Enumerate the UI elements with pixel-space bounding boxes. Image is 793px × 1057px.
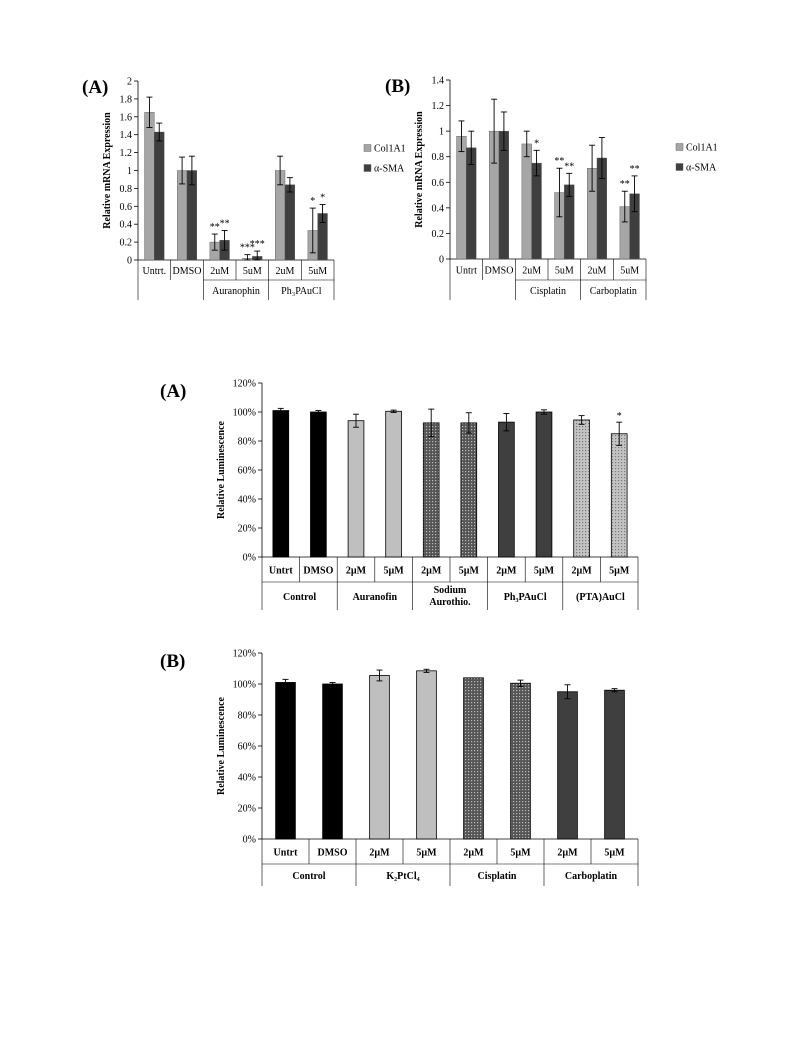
chart-b-luminescence-bar [464, 678, 484, 839]
chart-a-luminescence-bar [423, 423, 439, 557]
chart-a-mrna-group-label: Ph₃PAuCl [281, 286, 322, 297]
chart-a-luminescence-bar [499, 422, 515, 557]
chart-a-mrna-significance-marker: *** [249, 239, 265, 251]
chart-b-mrna-bar-col1a1 [522, 144, 532, 259]
chart-a-mrna-category-label: 2uM [210, 266, 230, 277]
chart-a-mrna-legend-swatch [364, 145, 371, 152]
chart-a-mrna-category-label: 2uM [275, 266, 295, 277]
chart-b-mrna-group-label: Carboplatin [589, 286, 637, 297]
chart-a-luminescence-bar [386, 411, 402, 557]
chart-b-mrna-legend-label: Col1A1 [686, 142, 718, 154]
chart-b-mrna-y-tick-label: 0 [439, 254, 444, 266]
chart-a-luminescence-category-label: DMSO [303, 565, 334, 577]
chart-b-mrna-category-label: DMSO [484, 265, 514, 277]
chart-a-luminescence-group-label: Control [283, 592, 317, 603]
chart-a-luminescence-category-label: Untrt [268, 565, 293, 577]
chart-a-luminescence-group-label: (PTA)AuCl [576, 592, 625, 603]
chart-b-mrna-category-label: 5uM [554, 265, 574, 277]
chart-a-luminescence-category-label: 2µM [345, 565, 367, 577]
chart-b-mrna-category-label: 2uM [522, 265, 542, 277]
chart-a-mrna-y-tick-label: 0.2 [119, 237, 132, 249]
chart-b-luminescence-bar [323, 684, 343, 839]
chart-a-luminescence-bar [574, 420, 590, 557]
chart-a-luminescence-y-tick-label: 120% [232, 378, 256, 390]
chart-a-luminescence-category-label: 5µM [383, 565, 404, 577]
chart-a-mrna-y-tick-label: 1.4 [119, 130, 132, 142]
chart-b-mrna-legend-swatch [676, 164, 683, 171]
chart-b-luminescence-category-label: 2µM [557, 847, 578, 859]
chart-b-luminescence-group-label: K₂PtCl₄ [386, 871, 420, 882]
chart-b-luminescence-y-tick-label: 40% [237, 772, 256, 784]
chart-b-mrna-y-tick-label: 0.8 [431, 152, 444, 164]
chart-b-luminescence-y-tick-label: 60% [237, 741, 256, 753]
chart-a-mrna-y-axis-title: Relative mRNA Expression [102, 112, 113, 229]
chart-b-mrna-group-label: Cisplatin [529, 286, 567, 297]
chart-a-mrna-panel-label: (A) [82, 77, 109, 98]
chart-b-luminescence-y-tick-label: 0% [242, 834, 256, 846]
chart-a-mrna-group-label: Auranophin [212, 286, 260, 297]
chart-b-luminescence-category-label: 2µM [463, 847, 484, 859]
chart-a-mrna-y-tick-label: 0.4 [119, 219, 132, 231]
chart-b-mrna-legend-swatch [676, 144, 683, 151]
chart-b-luminescence-group-label: Control [292, 871, 326, 882]
chart-b-mrna-category-label: Untrt [455, 265, 477, 277]
chart-a-mrna-significance-marker: * [310, 196, 316, 208]
chart-b-luminescence-category-label: 5µM [510, 847, 531, 859]
chart-a-mrna-category-label: 5uM [242, 266, 262, 277]
chart-b-luminescence-category-label: 2µM [369, 847, 390, 859]
chart-b-luminescence-y-tick-label: 100% [232, 679, 256, 691]
chart-b-luminescence-bar [558, 692, 578, 839]
chart-b-luminescence-bar [417, 671, 437, 839]
chart-a-mrna-legend-label: Col1A1 [374, 143, 406, 155]
chart-b-luminescence-bar [370, 675, 390, 839]
chart-b-mrna-y-tick-label: 0.6 [431, 177, 444, 189]
chart-b-mrna-significance-marker: ** [629, 163, 640, 175]
chart-a-luminescence-category-label: 2µM [421, 565, 442, 577]
chart-a-luminescence-bar [348, 421, 364, 557]
chart-a-luminescence-category-label: 2µM [496, 565, 517, 577]
chart-b-mrna-y-tick-label: 1 [439, 126, 444, 138]
chart-a-mrna-y-tick-label: 0 [127, 255, 132, 267]
chart-a-mrna-category-label: 5uM [308, 266, 328, 277]
chart-a-luminescence-y-tick-label: 0% [242, 552, 256, 564]
chart-b-luminescence-bar [511, 683, 531, 839]
chart-a-luminescence-y-tick-label: 60% [237, 465, 256, 477]
chart-a-mrna-significance-marker: *** [239, 242, 255, 254]
chart-a-mrna-significance-marker: ** [209, 222, 220, 234]
chart-b-luminescence-panel-label: (B) [160, 651, 186, 672]
chart-a-luminescence-bar [273, 411, 289, 557]
chart-a-mrna-significance-marker: * [320, 192, 326, 204]
chart-a-luminescence-group-label: Auranofin [352, 592, 398, 603]
chart-a-mrna-y-tick-label: 1.2 [119, 148, 132, 160]
chart-b-mrna-significance-marker: ** [554, 156, 565, 168]
chart-a-luminescence-y-tick-label: 20% [237, 523, 256, 535]
chart-a-luminescence-bar [611, 434, 627, 557]
chart-b-mrna-panel-label: (B) [385, 76, 411, 97]
chart-a-luminescence-group-label-line2: Aurothio. [429, 597, 471, 608]
chart-a-mrna-category-label: DMSO [172, 266, 202, 277]
chart-a-mrna-y-tick-label: 1.8 [119, 94, 132, 106]
chart-a-luminescence-category-label: 5µM [533, 565, 555, 577]
chart-a-luminescence-y-axis-title: Relative Luminescence [216, 420, 227, 520]
chart-b-luminescence-category-label: 5µM [604, 847, 625, 859]
chart-a-mrna-y-tick-label: 1.6 [119, 112, 132, 124]
chart-b-mrna-legend-label: α-SMA [686, 162, 717, 174]
chart-a-luminescence-bar [311, 412, 327, 557]
chart-b-mrna-bar-sma [532, 163, 542, 259]
chart-a-mrna-bar-sma [285, 185, 295, 260]
chart-a-mrna-significance-marker: ** [219, 218, 230, 230]
chart-b-luminescence-bar [276, 682, 296, 839]
chart-a-luminescence-bar [461, 423, 477, 557]
chart-a-mrna-y-tick-label: 0.6 [119, 201, 132, 213]
chart-b-luminescence-y-axis-title: Relative Luminescence [216, 696, 227, 796]
chart-a-mrna-legend-label: α-SMA [374, 163, 405, 175]
chart-b-mrna-y-tick-label: 1.2 [431, 101, 444, 113]
chart-b-mrna-significance-marker: * [534, 138, 540, 150]
chart-a-luminescence-category-label: 5µM [609, 565, 630, 577]
chart-b-luminescence-group-label: Cisplatin [477, 871, 517, 882]
chart-a-luminescence-category-label: 2µM [571, 565, 592, 577]
chart-a-luminescence-y-tick-label: 80% [237, 436, 256, 448]
chart-b-luminescence-category-label: Untrt [273, 847, 298, 859]
chart-b-mrna-category-label: 2uM [587, 265, 607, 277]
chart-b-mrna-y-tick-label: 1.4 [431, 75, 444, 87]
chart-a-mrna-category-label: Untrt. [142, 266, 167, 277]
chart-a-luminescence-bar [536, 412, 552, 557]
chart-b-mrna-category-label: 5uM [620, 265, 640, 277]
chart-b-mrna-y-axis-title: Relative mRNA Expression [414, 111, 425, 228]
chart-b-mrna-y-tick-label: 0.4 [431, 203, 444, 215]
chart-a-mrna-y-tick-label: 2 [127, 76, 132, 88]
chart-b-luminescence-bar [605, 690, 625, 839]
chart-a-mrna-bar-sma [154, 132, 164, 260]
chart-a-luminescence-y-tick-label: 100% [232, 407, 256, 419]
chart-a-luminescence-group-label-line1: Sodium [433, 585, 467, 596]
chart-a-mrna-legend-swatch [364, 165, 371, 172]
chart-a-mrna-y-tick-label: 1 [127, 166, 132, 177]
chart-a-mrna-y-tick-label: 0.8 [119, 183, 132, 195]
chart-a-luminescence-y-tick-label: 40% [237, 494, 256, 506]
chart-b-mrna-significance-marker: ** [619, 179, 630, 191]
chart-a-luminescence-panel-label: (A) [160, 381, 187, 402]
chart-b-luminescence-y-tick-label: 20% [237, 803, 256, 815]
chart-b-mrna-bar-col1a1 [457, 136, 467, 259]
chart-b-luminescence-y-tick-label: 120% [232, 648, 256, 660]
chart-a-luminescence-significance-marker: * [616, 411, 622, 423]
chart-b-luminescence-category-label: DMSO [317, 847, 348, 859]
chart-b-mrna-significance-marker: ** [564, 161, 575, 173]
chart-b-luminescence-y-tick-label: 80% [237, 710, 256, 722]
chart-a-luminescence-group-label: Ph₃PAuCl [503, 592, 547, 603]
chart-a-luminescence-category-label: 5µM [458, 565, 479, 577]
chart-b-luminescence-group-label: Carboplatin [564, 871, 618, 882]
chart-b-luminescence-category-label: 5µM [416, 847, 437, 859]
chart-b-mrna-y-tick-label: 0.2 [431, 228, 444, 240]
chart-a-mrna-bar-col1a1 [145, 112, 155, 260]
